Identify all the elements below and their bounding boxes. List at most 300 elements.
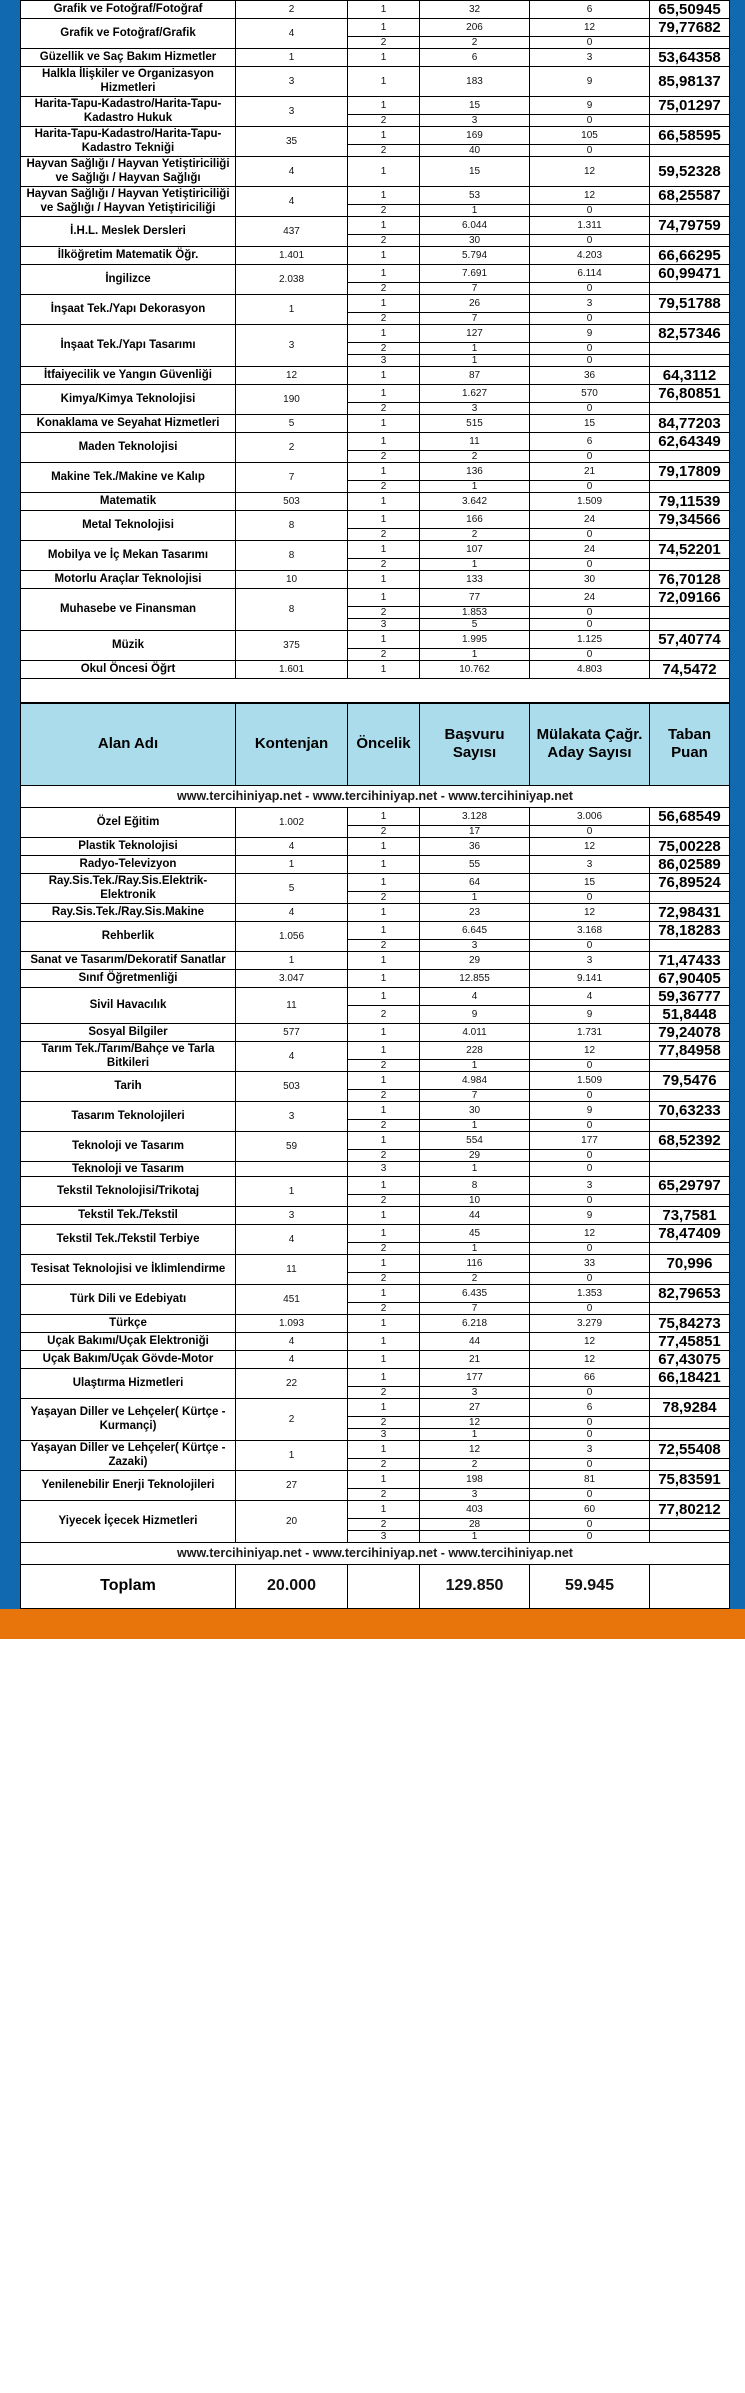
table-row xyxy=(21,1500,730,1518)
cell-taban-puan xyxy=(650,1161,730,1176)
cell-taban-puan: 65,50945 xyxy=(650,1,730,19)
table-row xyxy=(21,630,730,648)
table-row xyxy=(21,1041,730,1059)
cell-kontenjan: 2 xyxy=(236,1,348,19)
cell-alan-adi: Türkçe xyxy=(21,1314,236,1332)
table-row xyxy=(21,246,730,264)
cell-alan-adi: Konaklama ve Seyahat Hizmetleri xyxy=(21,414,236,432)
total-label: Toplam xyxy=(21,1564,236,1608)
cell-taban-puan: 82,79653 xyxy=(650,1284,730,1302)
cell-mulakata-cagrilan: 66 xyxy=(530,1368,650,1386)
cell-taban-puan: 65,29797 xyxy=(650,1176,730,1194)
table-row xyxy=(21,1350,730,1368)
cell-oncelik: 3 xyxy=(348,1428,420,1440)
cell-alan-adi: Müzik xyxy=(21,630,236,660)
cell-kontenjan: 3 xyxy=(236,67,348,97)
total-row xyxy=(21,1564,730,1608)
cell-mulakata-cagrilan: 12 xyxy=(530,903,650,921)
cell-basvuru-sayisi: 36 xyxy=(420,837,530,855)
cell-mulakata-cagrilan: 0 xyxy=(530,480,650,492)
cell-mulakata-cagrilan: 0 xyxy=(530,1386,650,1398)
cell-mulakata-cagrilan: 0 xyxy=(530,891,650,903)
table-row xyxy=(21,921,730,939)
table-row xyxy=(21,294,730,312)
cell-taban-puan: 51,8448 xyxy=(650,1005,730,1023)
cell-oncelik: 2 xyxy=(348,312,420,324)
cell-alan-adi: Ulaştırma Hizmetleri xyxy=(21,1368,236,1398)
cell-taban-puan xyxy=(650,450,730,462)
cell-taban-puan: 72,09166 xyxy=(650,588,730,606)
table-row xyxy=(21,1131,730,1149)
cell-basvuru-sayisi: 2 xyxy=(420,450,530,462)
cell-mulakata-cagrilan: 570 xyxy=(530,384,650,402)
cell-oncelik: 1 xyxy=(348,96,420,114)
cell-basvuru-sayisi: 1.627 xyxy=(420,384,530,402)
cell-basvuru-sayisi: 7 xyxy=(420,1302,530,1314)
cell-basvuru-sayisi: 3 xyxy=(420,1386,530,1398)
cell-alan-adi: Tekstil Tek./Tekstil Terbiye xyxy=(21,1224,236,1254)
cell-basvuru-sayisi: 136 xyxy=(420,462,530,480)
cell-basvuru-sayisi: 183 xyxy=(420,67,530,97)
cell-alan-adi: Yaşayan Diller ve Lehçeler( Kürtçe - Zazaki) xyxy=(21,1440,236,1470)
cell-kontenjan: 3 xyxy=(236,324,348,366)
data-table-part-2 xyxy=(20,703,730,1609)
cell-oncelik: 2 xyxy=(348,1059,420,1071)
table-row xyxy=(21,126,730,144)
cell-alan-adi: Yiyecek İçecek Hizmetleri xyxy=(21,1500,236,1542)
cell-kontenjan: 4 xyxy=(236,903,348,921)
cell-basvuru-sayisi: 44 xyxy=(420,1206,530,1224)
cell-basvuru-sayisi: 9 xyxy=(420,1005,530,1023)
cell-oncelik: 2 xyxy=(348,825,420,837)
table-row xyxy=(21,1398,730,1416)
cell-basvuru-sayisi: 3 xyxy=(420,939,530,951)
cell-taban-puan xyxy=(650,648,730,660)
cell-kontenjan: 7 xyxy=(236,462,348,492)
cell-basvuru-sayisi: 4.011 xyxy=(420,1023,530,1041)
cell-basvuru-sayisi: 27 xyxy=(420,1398,530,1416)
cell-oncelik: 1 xyxy=(348,510,420,528)
cell-alan-adi: Teknoloji ve Tasarım xyxy=(21,1131,236,1161)
cell-oncelik: 1 xyxy=(348,1041,420,1059)
cell-kontenjan: 5 xyxy=(236,414,348,432)
cell-oncelik: 1 xyxy=(348,414,420,432)
table-row xyxy=(21,873,730,891)
cell-mulakata-cagrilan: 0 xyxy=(530,114,650,126)
cell-basvuru-sayisi: 28 xyxy=(420,1518,530,1530)
cell-oncelik: 2 xyxy=(348,939,420,951)
cell-oncelik: 1 xyxy=(348,246,420,264)
table-row xyxy=(21,510,730,528)
table-row xyxy=(21,987,730,1005)
cell-kontenjan: 437 xyxy=(236,216,348,246)
cell-mulakata-cagrilan: 1.731 xyxy=(530,1023,650,1041)
cell-kontenjan: 1 xyxy=(236,294,348,324)
table-row xyxy=(21,384,730,402)
cell-basvuru-sayisi: 1.995 xyxy=(420,630,530,648)
cell-basvuru-sayisi: 1 xyxy=(420,354,530,366)
cell-oncelik: 1 xyxy=(348,903,420,921)
cell-oncelik: 1 xyxy=(348,186,420,204)
cell-taban-puan xyxy=(650,1488,730,1500)
cell-oncelik: 1 xyxy=(348,1368,420,1386)
cell-oncelik: 1 xyxy=(348,432,420,450)
cell-mulakata-cagrilan: 0 xyxy=(530,342,650,354)
table-row xyxy=(21,1206,730,1224)
cell-oncelik: 1 xyxy=(348,630,420,648)
cell-taban-puan: 79,24078 xyxy=(650,1023,730,1041)
table-row xyxy=(21,1023,730,1041)
cell-mulakata-cagrilan: 9 xyxy=(530,324,650,342)
cell-taban-puan: 79,17809 xyxy=(650,462,730,480)
cell-mulakata-cagrilan: 0 xyxy=(530,1488,650,1500)
cell-mulakata-cagrilan: 0 xyxy=(530,1272,650,1284)
cell-kontenjan: 4 xyxy=(236,1350,348,1368)
cell-taban-puan xyxy=(650,1416,730,1428)
table-row xyxy=(21,1332,730,1350)
cell-basvuru-sayisi: 206 xyxy=(420,19,530,37)
cell-alan-adi: Tekstil Teknolojisi/Trikotaj xyxy=(21,1176,236,1206)
cell-alan-adi: Grafik ve Fotoğraf/Fotoğraf xyxy=(21,1,236,19)
cell-oncelik: 2 xyxy=(348,891,420,903)
cell-basvuru-sayisi: 12 xyxy=(420,1416,530,1428)
cell-mulakata-cagrilan: 4.803 xyxy=(530,660,650,678)
cell-oncelik: 1 xyxy=(348,67,420,97)
cell-kontenjan: 503 xyxy=(236,1071,348,1101)
table-row xyxy=(21,1368,730,1386)
cell-mulakata-cagrilan: 0 xyxy=(530,528,650,540)
cell-kontenjan: 8 xyxy=(236,510,348,540)
cell-mulakata-cagrilan: 0 xyxy=(530,618,650,630)
cell-oncelik: 1 xyxy=(348,969,420,987)
cell-oncelik: 1 xyxy=(348,462,420,480)
cell-alan-adi: İtfaiyecilik ve Yangın Güvenliği xyxy=(21,366,236,384)
header-mulakata-cagrilan: Mülakata Çağr. Aday Sayısı xyxy=(530,703,650,785)
cell-basvuru-sayisi: 29 xyxy=(420,1149,530,1161)
cell-mulakata-cagrilan: 0 xyxy=(530,402,650,414)
table-row xyxy=(21,19,730,37)
cell-mulakata-cagrilan: 0 xyxy=(530,1242,650,1254)
cell-alan-adi: Mobilya ve İç Mekan Tasarımı xyxy=(21,540,236,570)
cell-kontenjan: 5 xyxy=(236,873,348,903)
header-basvuru-sayisi: Başvuru Sayısı xyxy=(420,703,530,785)
cell-mulakata-cagrilan: 33 xyxy=(530,1254,650,1272)
table-row xyxy=(21,324,730,342)
cell-taban-puan: 77,80212 xyxy=(650,1500,730,1518)
cell-mulakata-cagrilan: 9 xyxy=(530,1005,650,1023)
cell-taban-puan xyxy=(650,342,730,354)
cell-kontenjan: 4 xyxy=(236,1041,348,1071)
table-row xyxy=(21,570,730,588)
cell-alan-adi: Tekstil Tek./Tekstil xyxy=(21,1206,236,1224)
cell-kontenjan: 59 xyxy=(236,1131,348,1161)
cell-taban-puan: 67,43075 xyxy=(650,1350,730,1368)
cell-taban-puan xyxy=(650,402,730,414)
cell-basvuru-sayisi: 6.218 xyxy=(420,1314,530,1332)
cell-oncelik: 1 xyxy=(348,366,420,384)
cell-mulakata-cagrilan: 12 xyxy=(530,156,650,186)
cell-kontenjan: 20 xyxy=(236,1500,348,1542)
cell-oncelik: 2 xyxy=(348,1518,420,1530)
cell-mulakata-cagrilan: 0 xyxy=(530,1119,650,1131)
cell-oncelik: 1 xyxy=(348,1398,420,1416)
cell-mulakata-cagrilan: 0 xyxy=(530,1518,650,1530)
cell-mulakata-cagrilan: 36 xyxy=(530,366,650,384)
table-row xyxy=(21,1161,730,1176)
cell-taban-puan: 67,90405 xyxy=(650,969,730,987)
cell-taban-puan: 79,77682 xyxy=(650,19,730,37)
header-alan-adi: Alan Adı xyxy=(21,703,236,785)
cell-taban-puan xyxy=(650,234,730,246)
cell-alan-adi: Yaşayan Diller ve Lehçeler( Kürtçe - Kurmançi) xyxy=(21,1398,236,1440)
cell-basvuru-sayisi: 2 xyxy=(420,528,530,540)
cell-taban-puan: 79,5476 xyxy=(650,1071,730,1089)
cell-taban-puan: 79,51788 xyxy=(650,294,730,312)
cell-basvuru-sayisi: 1 xyxy=(420,1428,530,1440)
cell-taban-puan xyxy=(650,606,730,618)
cell-kontenjan: 503 xyxy=(236,492,348,510)
cell-mulakata-cagrilan: 3.279 xyxy=(530,1314,650,1332)
cell-alan-adi: Sınıf Öğretmenliği xyxy=(21,969,236,987)
cell-oncelik: 2 xyxy=(348,37,420,49)
cell-taban-puan: 78,47409 xyxy=(650,1224,730,1242)
cell-oncelik: 2 xyxy=(348,1194,420,1206)
cell-alan-adi: Harita-Tapu-Kadastro/Harita-Tapu-Kadastro Tekniği xyxy=(21,126,236,156)
cell-mulakata-cagrilan: 3 xyxy=(530,294,650,312)
cell-taban-puan: 75,84273 xyxy=(650,1314,730,1332)
cell-taban-puan xyxy=(650,1149,730,1161)
cell-basvuru-sayisi: 3 xyxy=(420,402,530,414)
cell-oncelik: 1 xyxy=(348,570,420,588)
cell-basvuru-sayisi: 12.855 xyxy=(420,969,530,987)
cell-kontenjan: 27 xyxy=(236,1470,348,1500)
cell-kontenjan: 4 xyxy=(236,186,348,216)
cell-mulakata-cagrilan: 1.509 xyxy=(530,492,650,510)
cell-mulakata-cagrilan: 9 xyxy=(530,1101,650,1119)
cell-mulakata-cagrilan: 0 xyxy=(530,1149,650,1161)
cell-basvuru-sayisi: 169 xyxy=(420,126,530,144)
cell-basvuru-sayisi: 53 xyxy=(420,186,530,204)
cell-oncelik: 2 xyxy=(348,1458,420,1470)
cell-taban-puan xyxy=(650,1059,730,1071)
cell-kontenjan: 4 xyxy=(236,1224,348,1254)
cell-taban-puan: 70,63233 xyxy=(650,1101,730,1119)
cell-oncelik: 1 xyxy=(348,1440,420,1458)
cell-basvuru-sayisi: 3.128 xyxy=(420,807,530,825)
cell-taban-puan: 74,52201 xyxy=(650,540,730,558)
cell-oncelik: 1 xyxy=(348,1071,420,1089)
cell-basvuru-sayisi: 1 xyxy=(420,342,530,354)
cell-kontenjan: 1.002 xyxy=(236,807,348,837)
cell-mulakata-cagrilan: 3 xyxy=(530,951,650,969)
cell-mulakata-cagrilan: 0 xyxy=(530,1530,650,1542)
cell-mulakata-cagrilan: 0 xyxy=(530,1416,650,1428)
cell-taban-puan: 79,11539 xyxy=(650,492,730,510)
cell-mulakata-cagrilan: 3.006 xyxy=(530,807,650,825)
cell-oncelik: 1 xyxy=(348,19,420,37)
cell-taban-puan: 76,89524 xyxy=(650,873,730,891)
cell-basvuru-sayisi: 7 xyxy=(420,1089,530,1101)
cell-basvuru-sayisi: 228 xyxy=(420,1041,530,1059)
cell-basvuru-sayisi: 1 xyxy=(420,204,530,216)
cell-basvuru-sayisi: 7 xyxy=(420,312,530,324)
cell-basvuru-sayisi: 10 xyxy=(420,1194,530,1206)
cell-mulakata-cagrilan: 12 xyxy=(530,837,650,855)
cell-taban-puan: 75,00228 xyxy=(650,837,730,855)
cell-alan-adi: İlköğretim Matematik Öğr. xyxy=(21,246,236,264)
cell-oncelik: 1 xyxy=(348,837,420,855)
cell-basvuru-sayisi: 10.762 xyxy=(420,660,530,678)
cell-basvuru-sayisi: 2 xyxy=(420,1272,530,1284)
cell-oncelik: 2 xyxy=(348,144,420,156)
cell-oncelik: 1 xyxy=(348,1332,420,1350)
cell-oncelik: 1 xyxy=(348,660,420,678)
cell-mulakata-cagrilan: 0 xyxy=(530,144,650,156)
cell-alan-adi: Harita-Tapu-Kadastro/Harita-Tapu-Kadastro Hukuk xyxy=(21,96,236,126)
cell-oncelik: 2 xyxy=(348,1272,420,1284)
cell-taban-puan: 66,18421 xyxy=(650,1368,730,1386)
cell-mulakata-cagrilan: 12 xyxy=(530,1350,650,1368)
cell-oncelik: 2 xyxy=(348,1302,420,1314)
cell-oncelik: 1 xyxy=(348,216,420,234)
cell-kontenjan: 3 xyxy=(236,1101,348,1131)
table-row xyxy=(21,264,730,282)
cell-basvuru-sayisi: 403 xyxy=(420,1500,530,1518)
header-taban-puan: Taban Puan xyxy=(650,703,730,785)
cell-basvuru-sayisi: 5 xyxy=(420,618,530,630)
cell-taban-puan: 66,58595 xyxy=(650,126,730,144)
cell-oncelik: 1 xyxy=(348,1,420,19)
cell-alan-adi: Okul Öncesi Öğrt xyxy=(21,660,236,678)
cell-oncelik: 2 xyxy=(348,450,420,462)
cell-alan-adi: İnşaat Tek./Yapı Dekorasyon xyxy=(21,294,236,324)
cell-basvuru-sayisi: 3.642 xyxy=(420,492,530,510)
banner-text: www.tercihiniyap.net - www.tercihiniyap.net - www.tercihiniyap.net xyxy=(21,678,730,702)
table-row xyxy=(21,1,730,19)
cell-alan-adi: Hayvan Sağlığı / Hayvan Yetiştiriciliği ve Sağlığı / Hayvan Sağlığı xyxy=(21,156,236,186)
cell-basvuru-sayisi: 1 xyxy=(420,1059,530,1071)
cell-mulakata-cagrilan: 12 xyxy=(530,186,650,204)
table-row xyxy=(21,156,730,186)
cell-alan-adi: Ray.Sis.Tek./Ray.Sis.Makine xyxy=(21,903,236,921)
cell-basvuru-sayisi: 2 xyxy=(420,37,530,49)
cell-alan-adi: Matematik xyxy=(21,492,236,510)
cell-taban-puan: 57,40774 xyxy=(650,630,730,648)
cell-taban-puan xyxy=(650,1428,730,1440)
cell-basvuru-sayisi: 11 xyxy=(420,432,530,450)
cell-taban-puan: 76,70128 xyxy=(650,570,730,588)
cell-taban-puan: 73,7581 xyxy=(650,1206,730,1224)
cell-taban-puan xyxy=(650,1242,730,1254)
table-row xyxy=(21,492,730,510)
cell-alan-adi: Uçak Bakım/Uçak Gövde-Motor xyxy=(21,1350,236,1368)
cell-oncelik: 1 xyxy=(348,1254,420,1272)
cell-mulakata-cagrilan: 24 xyxy=(530,510,650,528)
cell-alan-adi: Tarih xyxy=(21,1071,236,1101)
cell-oncelik: 2 xyxy=(348,1416,420,1428)
table-row xyxy=(21,67,730,97)
cell-alan-adi: Rehberlik xyxy=(21,921,236,951)
cell-mulakata-cagrilan: 3 xyxy=(530,1440,650,1458)
cell-mulakata-cagrilan: 4.203 xyxy=(530,246,650,264)
cell-mulakata-cagrilan: 0 xyxy=(530,939,650,951)
cell-basvuru-sayisi: 1 xyxy=(420,1242,530,1254)
cell-alan-adi: Özel Eğitim xyxy=(21,807,236,837)
cell-oncelik: 1 xyxy=(348,921,420,939)
cell-kontenjan: 1.601 xyxy=(236,660,348,678)
table-row xyxy=(21,1284,730,1302)
cell-basvuru-sayisi: 1 xyxy=(420,1161,530,1176)
cell-oncelik: 2 xyxy=(348,606,420,618)
cell-taban-puan: 82,57346 xyxy=(650,324,730,342)
cell-mulakata-cagrilan: 15 xyxy=(530,873,650,891)
cell-oncelik: 2 xyxy=(348,1005,420,1023)
cell-mulakata-cagrilan: 3 xyxy=(530,1176,650,1194)
cell-mulakata-cagrilan: 0 xyxy=(530,282,650,294)
cell-oncelik: 1 xyxy=(348,807,420,825)
table-row xyxy=(21,1470,730,1488)
cell-mulakata-cagrilan: 9 xyxy=(530,67,650,97)
cell-kontenjan: 1 xyxy=(236,855,348,873)
table-header-row xyxy=(21,703,730,785)
cell-oncelik: 2 xyxy=(348,528,420,540)
cell-kontenjan: 1.093 xyxy=(236,1314,348,1332)
cell-oncelik: 1 xyxy=(348,873,420,891)
cell-mulakata-cagrilan: 177 xyxy=(530,1131,650,1149)
cell-oncelik: 2 xyxy=(348,1119,420,1131)
table-row xyxy=(21,1314,730,1332)
cell-oncelik: 2 xyxy=(348,234,420,246)
cell-oncelik: 1 xyxy=(348,1284,420,1302)
cell-taban-puan xyxy=(650,480,730,492)
cell-taban-puan: 75,01297 xyxy=(650,96,730,114)
table-row xyxy=(21,1101,730,1119)
cell-oncelik: 2 xyxy=(348,558,420,570)
cell-alan-adi: İ.H.L. Meslek Dersleri xyxy=(21,216,236,246)
cell-oncelik: 2 xyxy=(348,1242,420,1254)
cell-oncelik: 1 xyxy=(348,855,420,873)
cell-taban-puan xyxy=(650,1458,730,1470)
cell-basvuru-sayisi: 77 xyxy=(420,588,530,606)
table-row xyxy=(21,414,730,432)
cell-basvuru-sayisi: 1 xyxy=(420,1119,530,1131)
cell-kontenjan: 3 xyxy=(236,96,348,126)
cell-mulakata-cagrilan: 1.353 xyxy=(530,1284,650,1302)
cell-alan-adi: Tasarım Teknolojileri xyxy=(21,1101,236,1131)
cell-alan-adi: Hayvan Sağlığı / Hayvan Yetiştiriciliği ve Sağlığı / Hayvan Yetiştiriciliği xyxy=(21,186,236,216)
header-oncelik: Öncelik xyxy=(348,703,420,785)
cell-taban-puan: 85,98137 xyxy=(650,67,730,97)
cell-kontenjan: 190 xyxy=(236,384,348,414)
cell-taban-puan: 62,64349 xyxy=(650,432,730,450)
cell-oncelik: 2 xyxy=(348,648,420,660)
cell-basvuru-sayisi: 45 xyxy=(420,1224,530,1242)
cell-taban-puan: 72,98431 xyxy=(650,903,730,921)
cell-alan-adi: Güzellik ve Saç Bakım Hizmetler xyxy=(21,49,236,67)
cell-alan-adi: Sosyal Bilgiler xyxy=(21,1023,236,1041)
cell-oncelik: 1 xyxy=(348,1314,420,1332)
cell-basvuru-sayisi: 116 xyxy=(420,1254,530,1272)
cell-basvuru-sayisi: 15 xyxy=(420,96,530,114)
cell-mulakata-cagrilan: 0 xyxy=(530,37,650,49)
cell-taban-puan xyxy=(650,618,730,630)
cell-mulakata-cagrilan: 9 xyxy=(530,96,650,114)
cell-taban-puan xyxy=(650,114,730,126)
cell-basvuru-sayisi: 1.853 xyxy=(420,606,530,618)
cell-basvuru-sayisi: 6.435 xyxy=(420,1284,530,1302)
cell-taban-puan: 53,64358 xyxy=(650,49,730,67)
cell-taban-puan: 84,77203 xyxy=(650,414,730,432)
